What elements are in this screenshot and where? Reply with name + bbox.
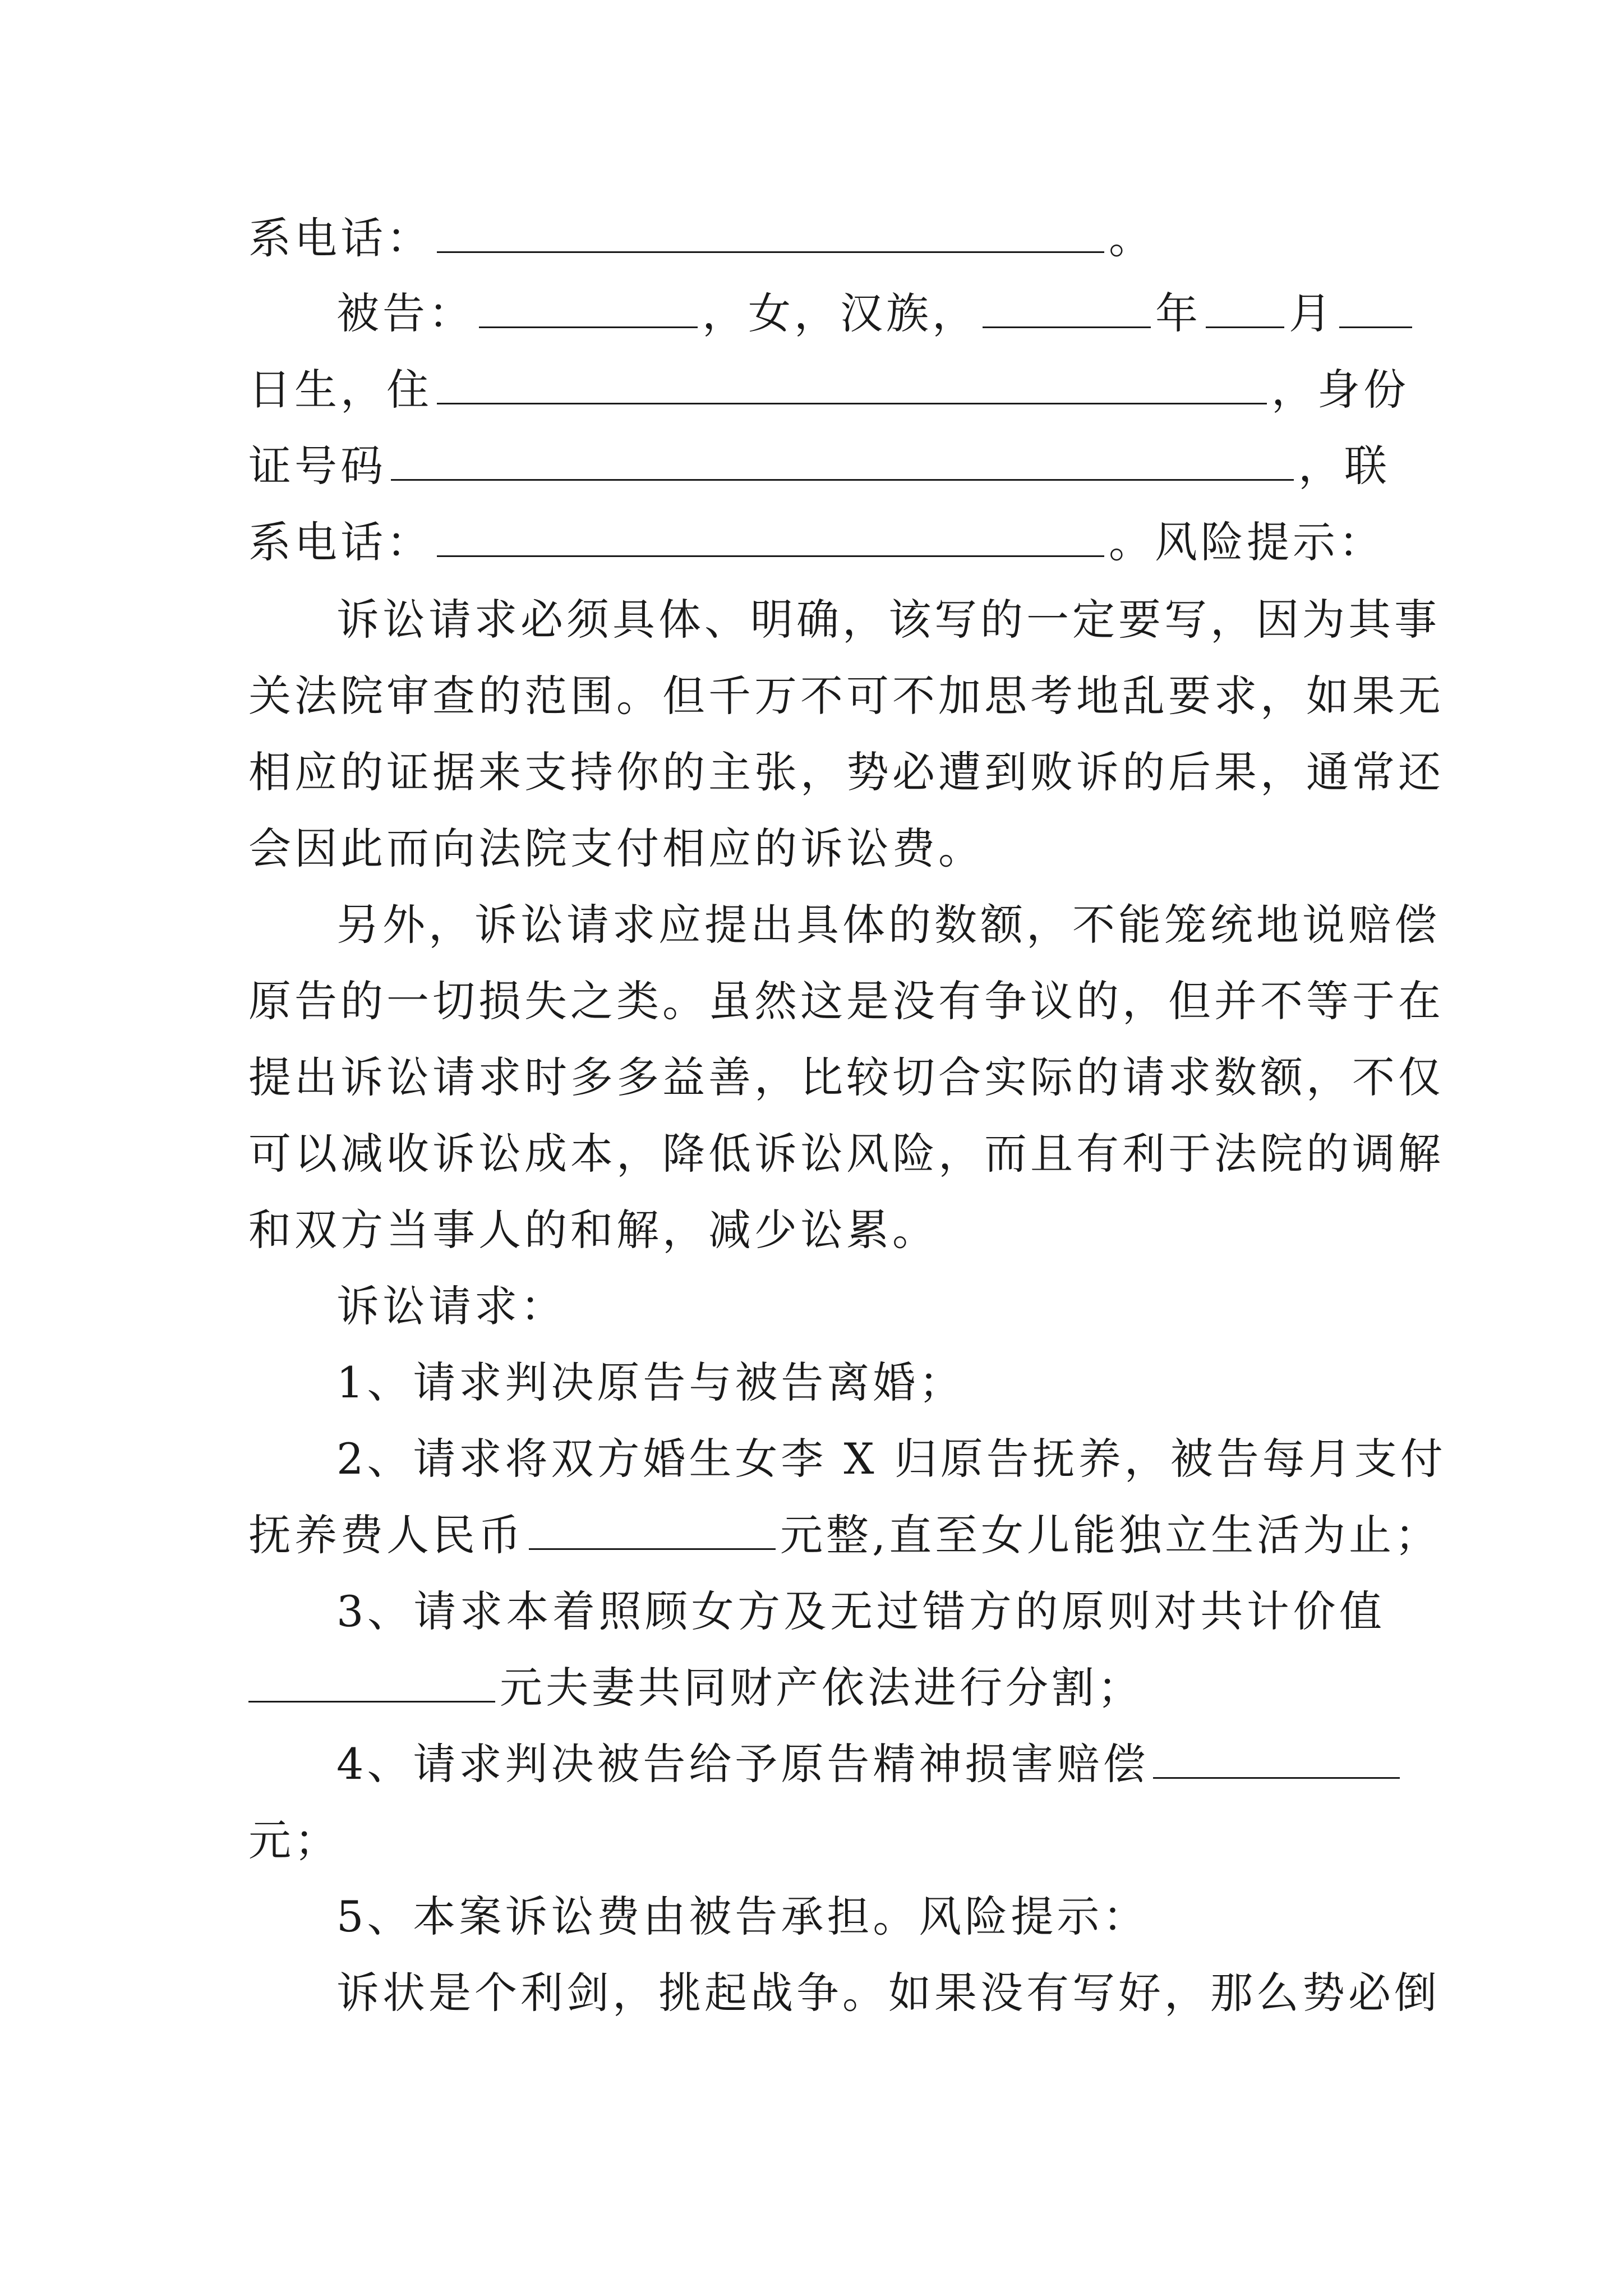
- blank-underline: [479, 326, 698, 328]
- birth-address-label: 日生，住: [248, 365, 432, 415]
- line-end-text: ，联: [1298, 441, 1390, 491]
- support-fee-text: 元整,直至女儿能独立生活为止；: [780, 1510, 1441, 1560]
- contact-phone-label: 系电话：: [248, 213, 432, 263]
- text-line: 可以减收诉讼成本，降低诉讼风险，而且有利于法院的调解: [248, 1129, 1444, 1179]
- property-division-text: 元夫妻共同财产依法进行分割；: [500, 1663, 1144, 1713]
- text-line: 提出诉讼请求时多多益善，比较切合实际的请求数额，不仅: [248, 1052, 1444, 1102]
- text-line: 元；: [248, 1815, 340, 1865]
- text-line: 相应的证据来支持你的主张，势必遭到败诉的后果，通常还: [248, 747, 1444, 797]
- contact-phone-label: 系电话：: [248, 517, 432, 567]
- blank-underline: [437, 555, 1104, 557]
- request-item-2: 2、请求将双方婚生女李 X 归原告抚养，被告每月支付: [336, 1434, 1446, 1484]
- request-item-5: 5、本案诉讼费由被告承担。风险提示：: [336, 1892, 1149, 1941]
- text-line: 会因此而向法院支付相应的诉讼费。: [248, 823, 984, 873]
- text-line: 原告的一切损失之类。虽然这是没有争议的，但并不等于在: [248, 976, 1444, 1026]
- blank-underline: [529, 1548, 776, 1550]
- month-label: 月: [1289, 288, 1335, 338]
- year-label: 年: [1155, 288, 1201, 338]
- text-line: 诉讼请求必须具体、明确，该写的一定要写，因为其事: [336, 595, 1440, 645]
- text-line: [248, 359, 1409, 421]
- text-line: 诉状是个利剑，挑起战争。如果没有写好，那么势必倒: [336, 1968, 1440, 2018]
- blank-underline: [437, 402, 1267, 404]
- risk-tip-label: 。风险提示：: [1109, 517, 1385, 567]
- text-line: 关法院审查的范围。但千万不可不加思考地乱要求，如果无: [248, 671, 1444, 721]
- line-end-text: 。: [1109, 213, 1155, 263]
- request-item-1: 1、请求判决原告与被告离婚；: [336, 1358, 965, 1407]
- blank-underline: [1339, 326, 1412, 328]
- text-line: [248, 1504, 1441, 1566]
- mental-damage-label: 4、请求判决被告给予原告精神损害赔偿: [336, 1739, 1149, 1789]
- text-line: [248, 512, 1385, 573]
- blank-underline: [391, 478, 1294, 481]
- line-end-text: ，身份: [1271, 365, 1409, 415]
- support-fee-label: 抚养费人民币: [248, 1510, 524, 1560]
- text-line: [248, 435, 1390, 497]
- blank-underline: [248, 1700, 495, 1703]
- request-item-4: [336, 1733, 1391, 1795]
- text-line: [336, 283, 1391, 344]
- blank-underline: [983, 326, 1151, 328]
- text-line: 和双方当事人的和解，减少讼累。: [248, 1205, 938, 1255]
- blank-underline: [437, 251, 1104, 253]
- blank-underline: [1206, 326, 1284, 328]
- blank-underline: [1153, 1777, 1400, 1779]
- defendant-info-text: ，女，汉族，: [702, 288, 978, 338]
- request-item-3: 3、请求本着照顾女方及无过错方的原则对共计价值: [336, 1586, 1385, 1636]
- section-heading: 诉讼请求：: [336, 1281, 566, 1331]
- id-number-label: 证号码: [248, 441, 386, 491]
- text-line: [248, 208, 1381, 269]
- text-line: [248, 1657, 1381, 1719]
- text-line: 另外，诉讼请求应提出具体的数额，不能笼统地说赔偿: [336, 900, 1440, 950]
- defendant-label: 被告：: [336, 288, 474, 338]
